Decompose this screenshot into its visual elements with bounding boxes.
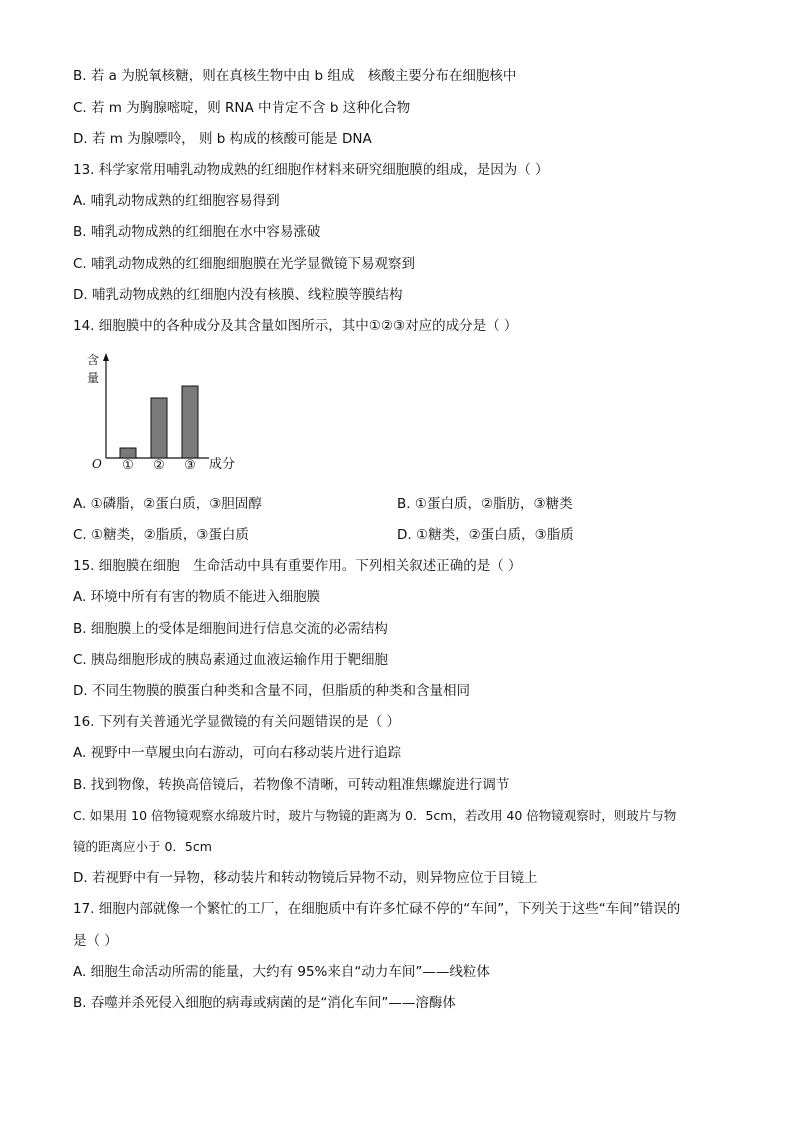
chart-bar-2	[151, 398, 167, 458]
q15-option-d: D. 不同生物膜的膜蛋白种类和含量不同，但脂质的种类和含量相同	[73, 683, 470, 699]
q14-stem: 14. 细胞膜中的各种成分及其含量如图所示，其中①②③对应的成分是（ ）	[73, 318, 518, 334]
q17-option-b: B. 吞噬并杀死侵入细胞的病毒或病菌的是“消化车间”——溶酶体	[73, 995, 456, 1011]
chart-category-label-2: ②	[153, 458, 165, 473]
chart-ylabel-1: 含	[87, 353, 100, 367]
q13-option-c: C. 哺乳动物成熟的红细胞细胞膜在光学显微镜下易观察到	[73, 256, 416, 272]
q13-stem: 13. 科学家常用哺乳动物成熟的红细胞作材料来研究细胞膜的组成，是因为（ ）	[73, 162, 549, 178]
q14-option-b: B. ①蛋白质，②脂肪，③糖类	[397, 496, 573, 512]
q12-option-c: C. 若 m 为胸腺嘧啶，则 RNA 中肯定不含 b 这种化合物	[73, 100, 411, 116]
q15-stem: 15. 细胞膜在细胞 生命活动中具有重要作用。下列相关叙述正确的是（ ）	[73, 558, 522, 574]
q14-option-c: C. ①糖类，②脂质，③蛋白质	[73, 527, 249, 543]
component-bar-chart	[84, 350, 254, 475]
q17-stem-line1: 17. 细胞内部就像一个繁忙的工厂，在细胞质中有许多忙碌不停的“车间”，下列关于这些“车间”错误的	[73, 901, 681, 917]
chart-origin-label: O	[92, 457, 102, 471]
q12-option-d: D. 若 m 为腺嘌呤， 则 b 构成的核酸可能是 DNA	[73, 131, 372, 147]
q15-option-b: B. 细胞膜上的受体是细胞间进行信息交流的必需结构	[73, 621, 388, 637]
q17-option-a: A. 细胞生命活动所需的能量，大约有 95%来自“动力车间”——线粒体	[73, 964, 490, 980]
q13-option-d: D. 哺乳动物成熟的红细胞内没有核膜、线粒膜等膜结构	[73, 287, 403, 303]
chart-category-label-1: ①	[122, 458, 134, 473]
q16-option-c-line1: C. 如果用 10 倍物镜观察水绵玻片时，玻片与物镜的距离为 0．5cm，若改用 40 倍物镜观察时，则玻片与物	[73, 808, 677, 823]
chart-bar-1	[120, 448, 136, 458]
chart-xlabel: 成分	[209, 457, 236, 472]
q16-stem: 16. 下列有关普通光学显微镜的有关问题错误的是（ ）	[73, 714, 401, 730]
q16-option-d: D. 若视野中有一异物，移动装片和转动物镜后异物不动，则异物应位于目镜上	[73, 870, 538, 886]
q15-option-c: C. 胰岛细胞形成的胰岛素通过血液运输作用于靶细胞	[73, 652, 389, 668]
q13-option-b: B. 哺乳动物成熟的红细胞在水中容易涨破	[73, 224, 321, 240]
q17-stem-line2: 是（ ）	[73, 933, 118, 949]
chart-category-label-3: ③	[184, 458, 196, 473]
q16-option-b: B. 找到物像，转换高倍镜后，若物像不清晰，可转动粗准焦螺旋进行调节	[73, 777, 510, 793]
chart-bar-3	[182, 386, 198, 458]
chart-y-arrow	[103, 353, 109, 361]
q15-option-a: A. 环境中所有有害的物质不能进入细胞膜	[73, 589, 321, 605]
q14-option-a: A. ①磷脂，②蛋白质，③胆固醇	[73, 496, 262, 512]
q16-option-c-line2: 镜的距离应小于 0．5cm	[73, 839, 212, 854]
q12-option-b: B. 若 a 为脱氧核糖，则在真核生物中由 b 组成 核酸主要分布在细胞核中	[73, 68, 517, 84]
q14-option-d: D. ①糖类，②蛋白质，③脂质	[397, 527, 574, 543]
chart-ylabel-2: 量	[87, 371, 100, 385]
q16-option-a: A. 视野中一草履虫向右游动，可向右移动装片进行追踪	[73, 745, 402, 761]
q13-option-a: A. 哺乳动物成熟的红细胞容易得到	[73, 193, 280, 209]
